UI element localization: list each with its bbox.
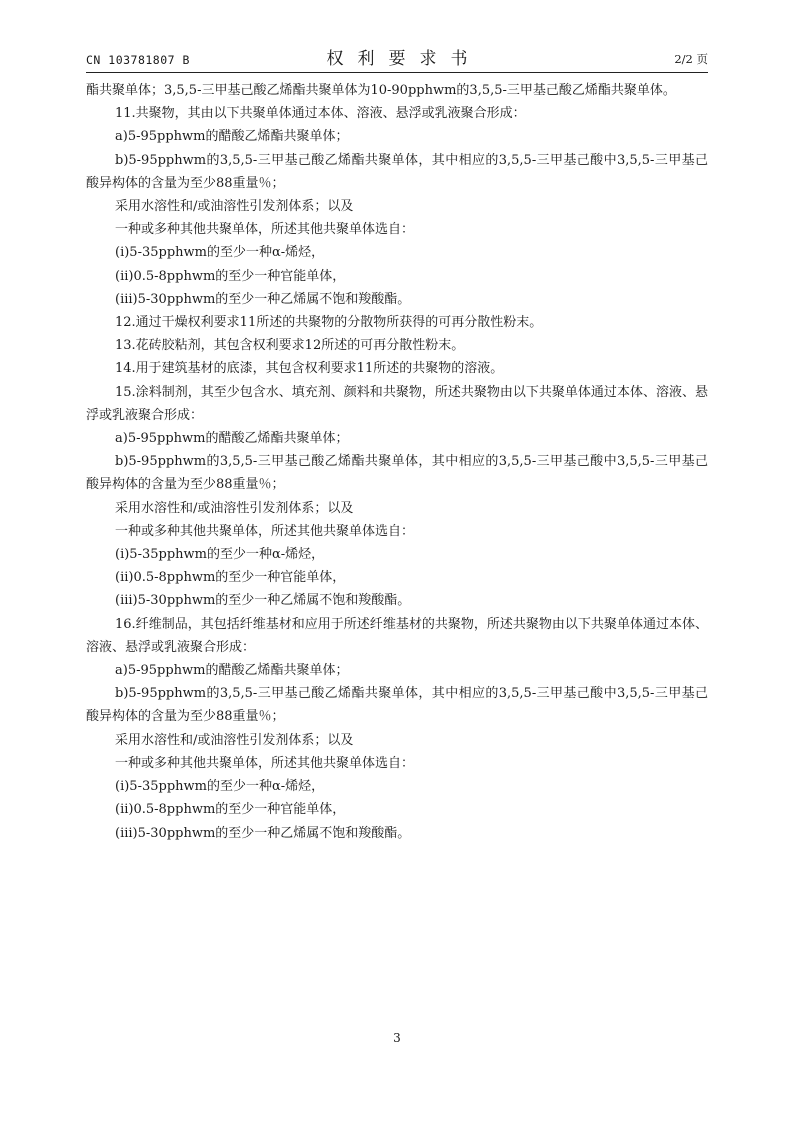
claim-paragraph: (i)5-35pphwm的至少一种α-烯烃， (115, 779, 325, 795)
claim-paragraph: 13.花砖胶粘剂，其包含权利要求12所述的可再分散性粉末。 (115, 338, 465, 354)
claim-paragraph: (i)5-35pphwm的至少一种α-烯烃， (115, 245, 325, 261)
claim-paragraph: 11.共聚物，其由以下共聚单体通过本体、溶液、悬浮或乳液聚合形成： (115, 106, 526, 122)
claim-paragraph: 一种或多种其他共聚单体，所述其他共聚单体选自： (115, 222, 415, 238)
claim-paragraph: b)5-95pphwm的3,5,5-三甲基己酸乙烯酯共聚单体，其中相应的3,5,5-三甲基己酸中3,5,5-三甲基己酸异构体的含量为至少88重量％； (86, 686, 708, 725)
claim-paragraph: (iii)5-30pphwm的至少一种乙烯属不饱和羧酸酯。 (115, 593, 411, 609)
claim-paragraph: (ii)0.5-8pphwm的至少一种官能单体， (115, 570, 346, 586)
claim-paragraph: 采用水溶性和/或油溶性引发剂体系；以及 (115, 500, 354, 516)
claim-paragraph: (ii)0.5-8pphwm的至少一种官能单体， (115, 802, 346, 818)
claim-paragraph: b)5-95pphwm的3,5,5-三甲基己酸乙烯酯共聚单体，其中相应的3,5,5-三甲基己酸中3,5,5-三甲基己酸异构体的含量为至少88重量％； (86, 454, 708, 493)
claim-paragraph: 一种或多种其他共聚单体，所述其他共聚单体选自： (115, 755, 415, 771)
claim-paragraph: (iii)5-30pphwm的至少一种乙烯属不饱和羧酸酯。 (115, 291, 411, 307)
claim-paragraph: 采用水溶性和/或油溶性引发剂体系；以及 (115, 199, 354, 215)
claim-paragraph: a)5-95pphwm的醋酸乙烯酯共聚单体； (115, 431, 349, 447)
document-id: CN 103781807 B (86, 53, 190, 67)
claim-paragraph: (iii)5-30pphwm的至少一种乙烯属不饱和羧酸酯。 (115, 825, 411, 841)
claim-paragraph: 酯共聚单体；3,5,5-三甲基己酸乙烯酯共聚单体为10-90pphwm的3,5,5-三甲基己酸乙烯酯共聚单体。 (86, 83, 676, 98)
claims-body (86, 79, 708, 845)
page-header (86, 44, 708, 73)
claim-paragraph: b)5-95pphwm的3,5,5-三甲基己酸乙烯酯共聚单体，其中相应的3,5,5-三甲基己酸中3,5,5-三甲基己酸异构体的含量为至少88重量％； (86, 152, 708, 191)
claim-paragraph: a)5-95pphwm的醋酸乙烯酯共聚单体； (115, 663, 349, 679)
claim-paragraph: 采用水溶性和/或油溶性引发剂体系；以及 (115, 732, 354, 748)
claim-paragraph: (ii)0.5-8pphwm的至少一种官能单体， (115, 268, 346, 284)
claim-paragraph: 12.通过干燥权利要求11所述的共聚物的分散物所获得的可再分散性粉末。 (115, 315, 543, 331)
claim-paragraph: 14.用于建筑基材的底漆，其包含权利要求11所述的共聚物的溶液。 (115, 361, 504, 377)
claim-paragraph: a)5-95pphwm的醋酸乙烯酯共聚单体； (115, 129, 349, 145)
claim-paragraph: 16.纤维制品，其包括纤维基材和应用于所述纤维基材的共聚物，所述共聚物由以下共聚单体通过本体、溶液、悬浮或乳液聚合形成： (86, 616, 708, 655)
page-count: 2/2 页 (674, 52, 708, 66)
page-number: 3 (393, 1031, 401, 1045)
claim-paragraph: 一种或多种其他共聚单体，所述其他共聚单体选自： (115, 523, 415, 539)
document-title: 权利要求书 (326, 49, 482, 69)
claim-paragraph: 15.涂料制剂，其至少包含水、填充剂、颜料和共聚物，所述共聚物由以下共聚单体通过本体、溶液、悬浮或乳液聚合形成： (86, 384, 708, 423)
claim-paragraph: (i)5-35pphwm的至少一种α-烯烃， (115, 547, 325, 563)
